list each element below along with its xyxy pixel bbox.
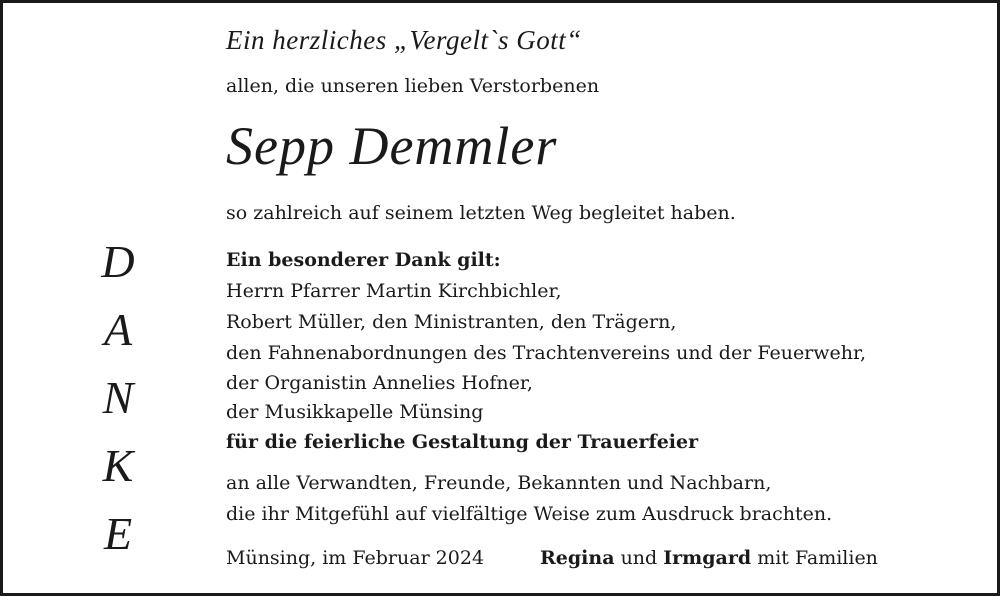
special-list-item: Robert Müller, den Ministranten, den Trägern, (226, 311, 677, 333)
place-date: Münsing, im Februar 2024 (226, 547, 485, 569)
general-thanks-line: an alle Verwandten, Freunde, Bekannten und Nachbarn, (226, 472, 772, 494)
signer-name: Regina (540, 547, 615, 569)
danke-letter: A (103, 304, 133, 355)
special-heading: Ein besonderer Dank gilt: (226, 249, 501, 271)
thanks-line: so zahlreich auf seinem letzten Weg begleitet haben. (226, 202, 736, 224)
special-list-item: den Fahnenabordnungen des Trachtenvereins und der Feuerwehr, (226, 342, 867, 364)
danke-letter: E (103, 508, 133, 559)
danke-letter: N (102, 372, 134, 423)
intro-text: allen, die unseren lieben Verstorbenen (226, 75, 600, 97)
signer-name: Irmgard (663, 547, 752, 569)
special-list-item: der Organistin Annelies Hofner, (226, 372, 533, 394)
signature-line (540, 546, 878, 570)
signature-connector: und (620, 547, 658, 569)
headline: Ein herzliches „Vergelt`s Gott“ (226, 25, 582, 55)
danke-letter: K (102, 440, 134, 491)
signature-suffix: mit Familien (757, 547, 878, 569)
danke-letter: D (101, 236, 135, 287)
special-closing: für die feierliche Gestaltung der Trauerfeier (226, 431, 699, 453)
general-thanks-line: die ihr Mitgefühl auf vielfältige Weise zum Ausdruck brachten. (226, 503, 833, 525)
danke-vertical-word (96, 228, 140, 568)
special-list-item: der Musikkapelle Münsing (226, 401, 484, 423)
special-list-item: Herrn Pfarrer Martin Kirchbichler, (226, 280, 562, 302)
deceased-name: Sepp Demmler (226, 116, 558, 176)
